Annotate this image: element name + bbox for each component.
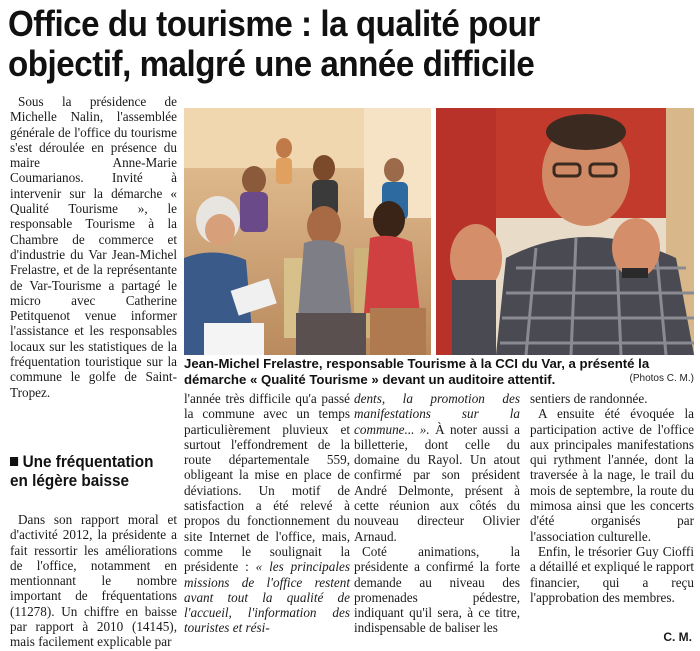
article-column-2 — [184, 391, 350, 636]
column-3-paragraph-1 — [354, 391, 520, 544]
subheading-line-1: Une fréquentation — [22, 452, 154, 471]
report-paragraph: Dans son rapport moral et d'activité 2012, la présidente a fait ressortir les améliorations de l'office, notamment en mentionnant le nombre important de fréquentations (11278). Un chiffre en baisse par rapport à 2010 (14145), mais facilement explicable par — [10, 512, 177, 650]
column-4-paragraph-1: A ensuite été évoquée la participation active de l'office aux principales manifestations qui rythment l'année, dont la traversée à la nage, le trail du mois de septembre, la route du mimosa ainsi que les concerts d'été organisés par l'association culturelle. — [530, 406, 694, 544]
column-3-paragraph-2: Coté animations, la présidente a confirmé la forte demande au niveau des promenades pédestre, indiquant qu'il sera, à ce titre, indispensable de baliser les — [354, 543, 520, 636]
headline-line-1: Office du tourisme : la qualité pour — [8, 3, 540, 44]
article-column-4 — [530, 391, 694, 605]
column-4-paragraph-2: Enfin, le trésorier Guy Cioffi a détaillé et expliqué le rapport financier, qui a reçu l'approbation des membres. — [530, 543, 694, 605]
column-3-quote: dents, la promotion des manifestations sur la commune... ». — [354, 391, 520, 437]
article-column-1-bottom — [10, 512, 177, 650]
audience-photo — [184, 108, 431, 355]
headline-line-2: objectif, malgré une année difficile — [8, 43, 535, 84]
subheading — [10, 452, 163, 490]
author-signature: C. M. — [663, 630, 692, 644]
bullet-square-icon — [10, 457, 18, 466]
intro-paragraph: Sous la présidence de Michelle Nalin, l'assemblée générale de l'office du tourisme s'est déroulée en présence du maire Anne-Marie Coumarianos. Invité à intervenir sur la démarche « Qualité Tourisme », le responsable Tourisme à la Chambre de commerce et d'industrie du Var Jean-Michel Frelastre, et de la représentante de Var-Tourisme a partagé le micro avec Catherine Petitquenot venue informer l'assistance et les responsables locaux sur les statistiques de la fréquentation touristique sur la commune le golfe de Saint-Tropez. — [10, 94, 177, 400]
column-4-paragraph-0: sentiers de randonnée. — [530, 391, 648, 406]
column-2-text: l'année très difficile qu'a passé la commune avec un temps particulièrement pluvieux et surtout l'effondrement de la route départementale 559, obligeant la mise en place de déviations. Un motif de satisfaction a été relevé à propos du fonctionnement du site Internet de l'office, mais, comme le soulignait la présidente : — [184, 391, 350, 575]
article-column-1 — [10, 94, 177, 400]
article-column-3 — [354, 391, 520, 636]
column-2-quote: « les principales missions de l'office restent avant tout la qualité de l'accueil, l'information des touristes et rési- — [184, 559, 350, 636]
speaker-photo — [436, 108, 694, 355]
subheading-line-2: en légère baisse — [10, 471, 130, 490]
speaker-photo-illustration — [436, 108, 694, 355]
photo-caption: Jean-Michel Frelastre, responsable Tourisme à la CCI du Var, a présenté la démarche « Qualité Tourisme » devant un auditoire attentif. — [184, 356, 650, 387]
photo-credit: (Photos C. M.) — [629, 373, 694, 384]
column-3-text-1: À noter aussi a billetterie, dont celle du domaine du Rayol. Un atout confirmé par son président André Delmonte, présent à cette réunion aux côtés du nouveau directeur Olivier Arnaud. — [354, 421, 520, 544]
headline — [8, 4, 641, 84]
audience-photo-illustration — [184, 108, 431, 355]
column-2-paragraph — [184, 391, 350, 636]
